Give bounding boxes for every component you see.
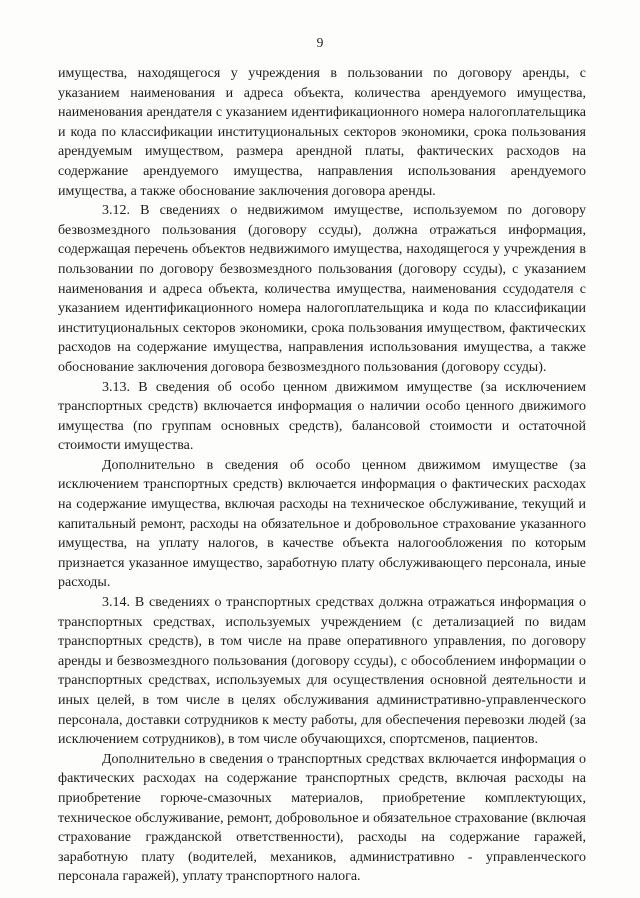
paragraph-3-12: 3.12. В сведениях о недвижимом имуществе, используемом по договору безвозмездного пользования (договору ссуды), должна отражаться информация, содержащая перечень объектов недвижимого имущества, находящегося у учреждения в пользовании по договору безвозмездного пользования (договору ссуды), с указанием наименования и адреса объекта, количества имущества, наименования ссудодателя с указанием идентификационного номера налогоплательщика и кода по классификации институциональных секторов экономики, срока пользования имуществом, фактических расходов на содержание имущества, направления использования имущества, а также обоснование заключения договора безвозмездного пользования (договору ссуды). (58, 203, 586, 375)
paragraph-3-14-additional: Дополнительно в сведения о транспортных средствах включается информация о фактических расходах на содержание транспортных средств, включая расходы на приобретение горюче-смазочных материалов, приобретение комплектующих, техническое обслуживание, ремонт, добровольное и обязательное страхование (включая страхование гражданской ответственности), расходы на содержание гаражей, заработную плату (водителей, механиков, административно - управленческого персонала гаражей), уплату транспортного налога. (58, 751, 586, 885)
paragraph-3-13: 3.13. В сведения об особо ценном движимом имуществе (за исключением транспортных средств) включается информация о наличии особо ценного движимого имущества (по группам основных средств), балансовой стоимости и остаточной стоимости имущества. (58, 379, 586, 454)
document-body (58, 64, 586, 887)
paragraph-3-14: 3.14. В сведениях о транспортных средствах должна отражаться информация о транспортных средствах, используемых учреждением (с детализацией по видам транспортных средств), в том числе на праве оперативного управления, по договору аренды и безвозмездного пользования (договору ссуды), с обособлением информации о транспортных средствах, используемых для осуществления основной деятельности и иных целей, в том числе в целях обслуживания административно-управленческого персонала, доставки сотрудников к месту работы, для обеспечения перевозки людей (за исключением сотрудников), в том числе обучающихся, спортсменов, пациентов. (58, 595, 586, 748)
paragraph-continuation: имущества, находящегося у учреждения в пользовании по договору аренды, с указанием наименования и адреса объекта, количества арендуемого имущества, наименования арендателя с указанием идентификационного номера налогоплательщика и кода по классификации институциональных секторов экономики, срока пользования арендуемым имуществом, размера арендной платы, фактических расходов на содержание арендуемого имущества, направления использования арендуемого имущества, а также обоснование заключения договора аренды. (58, 66, 586, 199)
paragraph-3-13-additional: Дополнительно в сведения об особо ценном движимом имуществе (за исключением транспортных средств) включается информация о фактических расходах на содержание имущества, включая расходы на техническое обслуживание, текущий и капитальный ремонт, расходы на обязательное и добровольное страхование указанного имущества, на уплату налогов, в качестве объекта налогообложения по которым признается указанное имущество, заработную плату обслуживающего персонала, иные расходы. (58, 457, 586, 591)
page-number: 9 (316, 35, 324, 50)
